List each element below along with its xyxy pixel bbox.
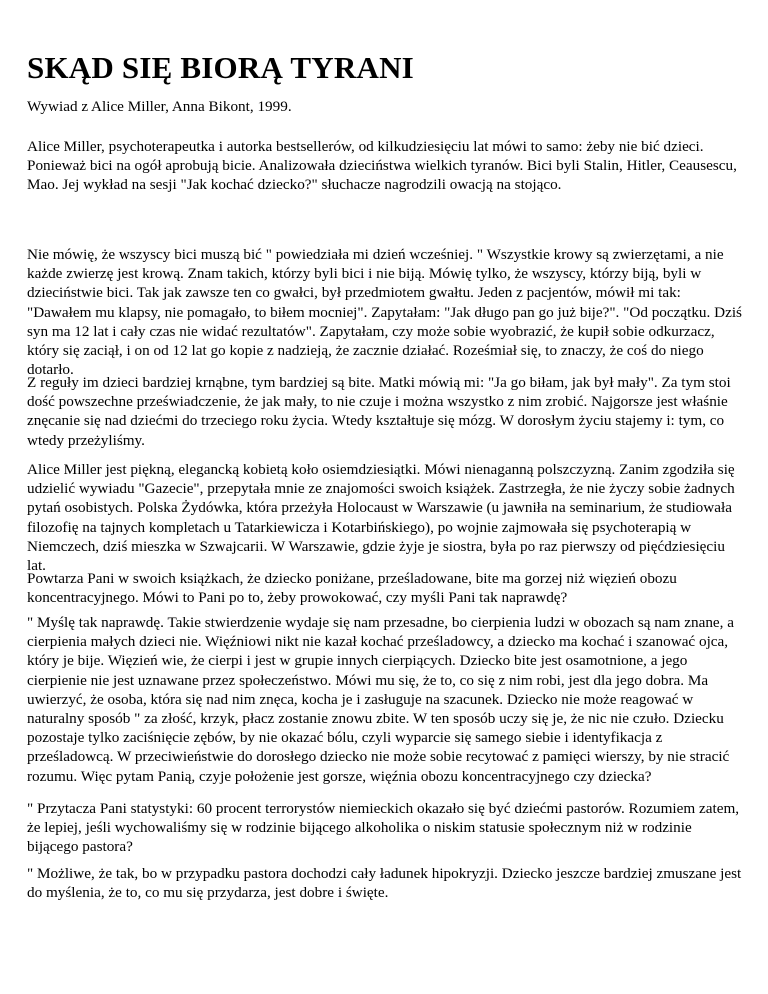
interview-answer-1: " Myślę tak naprawdę. Takie stwierdzenie wydaje się nam przesadne, bo cierpienia ludzi w obozach są nam znane, a cierpienia małych dzieci nie. Więźniowi nikt nie kazał kochać prześladowcy, a dziecko ma kochać i szanować ojca, który je bije. Więzień wie, że cierpi i jest w grupie innych cierpiących. Dziecko bite jest osamotnione, a jego cierpienie nie jest uznawane przez społeczeństwo. Mówi mu się, że to, co się z nim robi, jest dla jego dobra. Ma uwierzyć, że osoba, która się nad nim znęca, kocha je i zasługuje na szacunek. Dziecko nie może reagować w naturalny sposób " za złość, krzyk, płacz zostanie znowu zbite. W ten sposób uczy się je, że nic nie czuło. Dziecku pozostaje tylko zaciśnięcie zębów, by nie okazać bólu, czyli wyparcie się samego siebie i identyfikacja z prześladowcą. W przeciwieństwie do dorosłego dziecko nie może sobie recytować z pamięci wierszy, by nie stracić rozumu. Więc pytam Panią, czyje położenie jest gorsze, więźnia obozu koncentracyjnego czy dziecka? xyxy=(27,614,734,785)
interview-question-2: " Przytacza Pani statystyki: 60 procent terrorystów niemieckich okazało się być dziećmi pastorów. Rozumiem zatem, że lepiej, jeśli wychowaliśmy się w rodzinie bijącego alkoholika o niskim statusie społecznym niż w rodzinie bijącego pastora? xyxy=(27,800,740,856)
interview-answer-2: " Możliwe, że tak, bo w przypadku pastora dochodzi cały ładunek hipokryzji. Dziecko jeszcze bardziej zmuszane jest do myślenia, że to, co mu się przydarza, jest dobre i święte. xyxy=(27,865,742,902)
body-paragraph-3: Alice Miller jest piękną, elegancką kobietą koło osiemdziesiątki. Mówi nienaganną polszczyzną. Zanim zgodziła się udzielić wywiadu "Gazecie", przepytała mnie ze znajomości swoich książek. Zastrzegła, że nie życzy sobie żadnych pytań osobistych. Polska Żydówka, która przeżyła Holocaust w Warszawie (u jawniła na seminarium, że studiowała filozofię na tajnych kompletach u Tatarkiewicza i Kotarbińskiego), po wojnie zajmowała się psychoterapią w Niemczech, dziś mieszka w Szwajcarii. W Warszawie, gdzie żyje je siostra, była po raz pierwszy od pięćdziesięciu lat. xyxy=(27,461,735,575)
body-paragraph-1: Nie mówię, że wszyscy bici muszą bić " powiedziała mi dzień wcześniej. " Wszystkie krowy są zwierzętami, a nie każde zwierzę jest krową. Znam takich, którzy byli bici i nie biją. Mówię tylko, że wszyscy, którzy biją, byli w dzieciństwie bici. Tak jak zawsze ten co gwałci, był przedmiotem gwałtu. Jeden z pacjentów, mówił mi tak: "Dawałem mu klapsy, nie pomagało, to biłem mocniej". Zapytałam: "Jak długo pan go już bije?". "Od początku. Dziś syn ma 12 lat i cały czas nie widać rezultatów". Zapytałam, czy może sobie wyobrazić, że kupił sobie odkurzacz, który się zaciął, i on od 12 lat go kopie z nadzieją, że zacznie działać. Roześmiał się, to znaczy, że coś do niego dotarło. xyxy=(27,246,742,379)
body-paragraph-2: Z reguły im dzieci bardziej krnąbne, tym bardziej są bite. Matki mówią mi: "Ja go biłam, jak był mały". Za tym stoi dość powszechne przeświadczenie, że jak mały, to nie czuje i można wszystko z nim zrobić. Najgorsze jest właśnie znęcanie się nad dziećmi do trzeciego roku życia. Wtedy kształtuje się mózg. W dorosłym życiu stajemy i: tym, co wtedy przeżyliśmy. xyxy=(27,374,731,449)
intro-paragraph: Alice Miller, psychoterapeutka i autorka bestsellerów, od kilkudziesięciu lat mówi to samo: żeby nie bić dzieci. Ponieważ bici na ogół aprobują bicie. Analizowała dzieciństwa wielkich tyranów. Bici byli Stalin, Hitler, Ceausescu, Mao. Jej wykład na sesji "Jak kochać dziecko?" słuchacze nagrodzili owacją na stojąco. xyxy=(27,138,737,194)
document-byline: Wywiad z Alice Miller, Anna Bikont, 1999. xyxy=(27,98,292,115)
document-title: SKĄD SIĘ BIORĄ TYRANI xyxy=(27,50,414,85)
interview-question-1: Powtarza Pani w swoich książkach, że dziecko poniżane, prześladowane, bite ma gorzej niż więzień obozu koncentracyjnego. Mówi to Pani po to, żeby prowokować, czy myśli Pani tak naprawdę? xyxy=(27,570,677,607)
